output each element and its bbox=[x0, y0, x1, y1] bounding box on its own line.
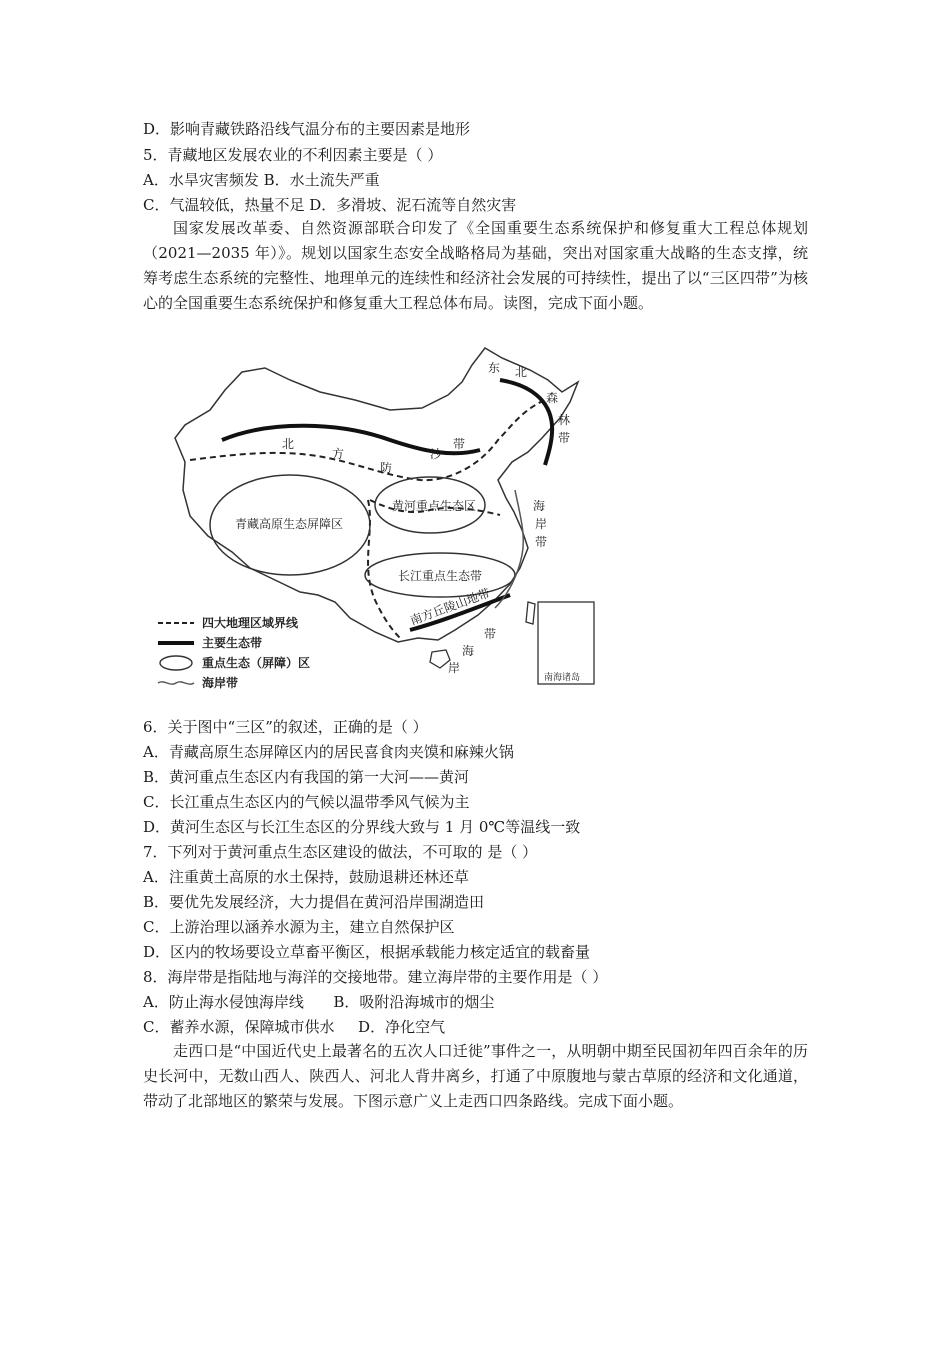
q8-option-b: B．吸附沿海城市的烟尘 bbox=[333, 993, 495, 1011]
china-outline bbox=[175, 348, 578, 642]
china-ecology-map bbox=[150, 340, 600, 692]
passage-ecosystem-plan: 国家发展改革委、自然资源部联合印发了《全国重要生态系统保护和修复重大工程总体规划（2021—2035 年）》。规划以国家生态安全战略格局为基础，突出对国家重大战略的生态支撑，统筹考虑生态系统的完整性、地理单元的连续性和经济社会发展的可持续性，提出了以“三区四带”为核心的全国重要生态系统保护和修复重大工程总体布局。读图，完成下面小题。 bbox=[143, 219, 808, 312]
q7-stem: 7．下列对于黄河重点生态区建设的做法，不可取的 是（ ） bbox=[143, 843, 538, 861]
legend-coast: 海岸带 bbox=[202, 676, 239, 690]
label-north-4: 沙 bbox=[430, 447, 443, 461]
region-boundary-line bbox=[190, 400, 545, 480]
northeast-forest-belt bbox=[500, 380, 552, 465]
q8-option-d: D．净化空气 bbox=[358, 1018, 446, 1036]
legend-key-area: 重点生态（屏障）区 bbox=[202, 656, 311, 670]
q5-option-ab: A．水旱灾害频发 B．水土流失严重 bbox=[143, 171, 380, 189]
map-legend bbox=[158, 615, 310, 690]
label-north-2: 方 bbox=[332, 447, 345, 461]
label-coast-upper-1: 海 bbox=[533, 499, 546, 513]
q4-option-d: D．影响青藏铁路沿线气温分布的主要因素是地形 bbox=[143, 120, 471, 138]
south-sea-inset-label: 南海诸岛 bbox=[544, 673, 581, 683]
q5-stem: 5．青藏地区发展农业的不利因素主要是（ ） bbox=[143, 146, 443, 164]
q5-option-cd: C．气温较低，热量不足 D．多滑坡、泥石流等自然灾害 bbox=[143, 196, 517, 214]
label-north-3: 防 bbox=[380, 461, 393, 475]
q6-option-a: A．青藏高原生态屏障区内的居民喜食肉夹馍和麻辣火锅 bbox=[143, 743, 514, 761]
label-coast-lower-2: 海 bbox=[462, 644, 475, 658]
q7-option-c: C．上游治理以涵养水源为主，建立自然保护区 bbox=[143, 918, 455, 936]
q8-options-ab bbox=[143, 992, 494, 1012]
legend-main-belt: 主要生态带 bbox=[202, 636, 263, 650]
q6-stem: 6．关于图中“三区”的叙述，正确的是（ ） bbox=[143, 718, 428, 736]
label-northeast-1: 东 bbox=[488, 361, 501, 375]
coast-belt bbox=[495, 490, 523, 608]
hainan-island bbox=[430, 650, 450, 668]
label-north-1: 北 bbox=[282, 437, 295, 451]
label-coast-lower-1: 带 bbox=[484, 627, 497, 641]
label-huanghe: 黄河重点生态区 bbox=[392, 499, 477, 513]
label-coast-upper-3: 带 bbox=[535, 535, 548, 549]
legend-boundary: 四大地理区域界线 bbox=[202, 616, 299, 630]
taiwan-island bbox=[526, 602, 535, 624]
south-sea-inset bbox=[538, 602, 594, 684]
label-coast-lower-3: 岸 bbox=[448, 661, 461, 675]
label-northeast-5: 带 bbox=[558, 431, 571, 445]
q8-option-a: A．防止海水侵蚀海岸线 bbox=[143, 993, 304, 1011]
q6-option-d: D．黄河生态区与长江生态区的分界线大致与 1 月 0℃等温线一致 bbox=[143, 818, 581, 836]
q7-option-d: D．区内的牧场要设立草畜平衡区，根据承载能力核定适宜的载畜量 bbox=[143, 943, 591, 961]
label-changjiang: 长江重点生态带 bbox=[398, 569, 483, 583]
map-figure bbox=[150, 340, 600, 692]
label-north-5: 带 bbox=[453, 437, 466, 451]
q7-option-a: A．注重黄土高原的水土保持，鼓励退耕还林还草 bbox=[143, 868, 469, 886]
q7-option-b: B．要优先发展经济，大力提倡在黄河沿岸围湖造田 bbox=[143, 893, 485, 911]
label-qingzang: 青藏高原生态屏障区 bbox=[235, 517, 344, 531]
label-coast-upper-2: 岸 bbox=[535, 517, 548, 531]
label-south-belt: 南方丘陵山地带 bbox=[408, 585, 492, 628]
q8-options-cd bbox=[143, 1017, 445, 1037]
q6-option-b: B．黄河重点生态区内有我国的第一大河——黄河 bbox=[143, 768, 470, 786]
q6-option-c: C．长江重点生态区内的气候以温带季风气候为主 bbox=[143, 793, 470, 811]
q8-stem: 8．海岸带是指陆地与海洋的交接地带。建立海岸带的主要作用是（ ） bbox=[143, 968, 608, 986]
label-northeast-2: 北 bbox=[515, 365, 528, 379]
label-northeast-4: 林 bbox=[558, 413, 571, 427]
label-northeast-3: 森 bbox=[546, 391, 559, 405]
passage-zouxikou: 走西口是“中国近代史上最著名的五次人口迁徙”事件之一，从明朝中期至民国初年四百余年的历史长河中，无数山西人、陕西人、河北人背井离乡，打通了中原腹地与蒙古草原的经济和文化通道，带动了北部地区的繁荣与发展。下图示意广义上走西口四条路线。完成下面小题。 bbox=[143, 1042, 808, 1110]
q8-option-c: C．蓄养水源，保障城市供水 bbox=[143, 1018, 335, 1036]
